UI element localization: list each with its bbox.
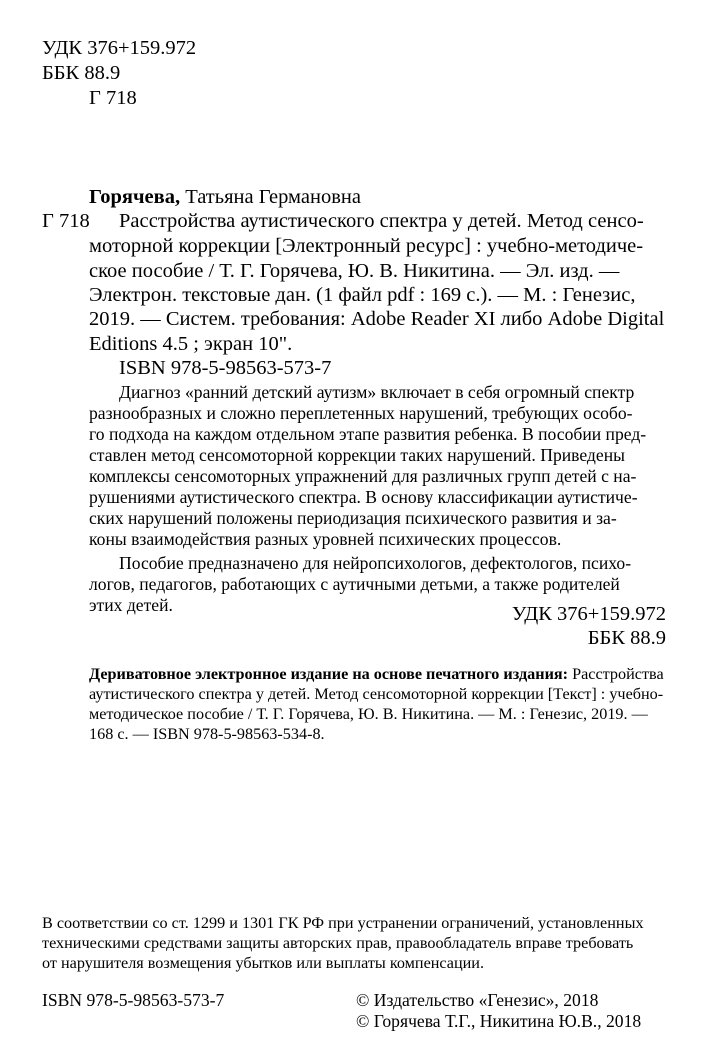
description-line: ское пособие / Т. Г. Горячева, Ю. В. Никитина. — Эл. изд. — [89,260,620,282]
abstract-line: ских нарушений положены периодизация психического развития и за- [89,508,617,528]
description-line: 2019. — Систем. требования: Adobe Reader XI либо Adobe Digital [89,308,665,330]
rights-line: от нарушителя возмещения убытков или выплаты компенсации. [42,954,485,972]
header-udk: УДК 376+159.972 [42,37,197,59]
classification-bbk: ББК 88.9 [587,627,666,649]
description-line: Расстройства аутистического спектра у детей. Метод сенсо- [119,210,644,232]
description-line: Электрон. текстовые дан. (1 файл pdf : 169 с.). — М. : Генезис, [89,284,636,306]
rights-line: В соответствии со ст. 1299 и 1301 ГК РФ при устранении ограничений, установленных [42,914,644,932]
record-code: Г 718 [42,210,90,232]
derivative-line: 168 с. — ISBN 978-5-98563-534-8. [89,725,325,743]
derivative-lead: Дериватовное электронное издание на основе печатного издания: [89,665,569,683]
copyright-authors: © Горячева Т.Г., Никитина Ю.В., 2018 [356,1011,642,1031]
description-line: моторной коррекции [Электронный ресурс] : учебно-методиче- [89,235,644,257]
derivative-line [89,665,664,684]
abstract-line: комплексы сенсомоторных упражнений для различных групп детей с на- [89,466,637,486]
derivative-line: методическое пособие / Т. Г. Горячева, Ю. В. Никитина. — М. : Генезис, 2019. — [89,705,648,723]
abstract-line: этих детей. [89,595,173,615]
record-isbn: ISBN 978-5-98563-573-7 [119,357,332,379]
abstract-line: Диагноз «ранний детский аутизм» включает в себя огромный спектр [119,382,635,402]
abstract-line: ставлен метод сенсомоторной коррекции таких нарушений. Приведены [89,445,625,465]
derivative-title-start: Расстройства [568,665,664,683]
abstract-line: логов, педагогов, работающих с аутичными детьми, а также родителей [89,574,620,594]
classification-udk: УДК 376+159.972 [511,603,666,625]
author-given-names: Татьяна Германовна [180,186,361,208]
abstract-line: Пособие предназначено для нейропсихологов, дефектологов, психо- [119,553,632,573]
abstract-line: рушениями аутистического спектра. В основу классификации аутистиче- [89,487,638,507]
rights-line: техническими средствами защиты авторских прав, правообладатель вправе требовать [42,934,634,952]
header-bbk: ББК 88.9 [42,62,121,84]
author-surname: Горячева, [89,186,181,208]
copyright-publisher: © Издательство «Генезис», 2018 [356,990,599,1010]
footer-isbn: ISBN 978-5-98563-573-7 [42,990,225,1010]
header-code: Г 718 [89,87,137,109]
derivative-line: аутистического спектра у детей. Метод сенсомоторной коррекции [Текст] : учебно- [89,685,664,703]
abstract-line: коны взаимодействия разных уровней психических процессов. [89,529,562,549]
author-line [89,186,361,209]
abstract-line: го подхода на каждом отдельном этапе развития ребенка. В пособии пред- [89,424,647,444]
description-line: Editions 4.5 ; экран 10". [89,333,293,355]
abstract-line: разнообразных и сложно переплетенных нарушений, требующих особо- [89,403,633,423]
